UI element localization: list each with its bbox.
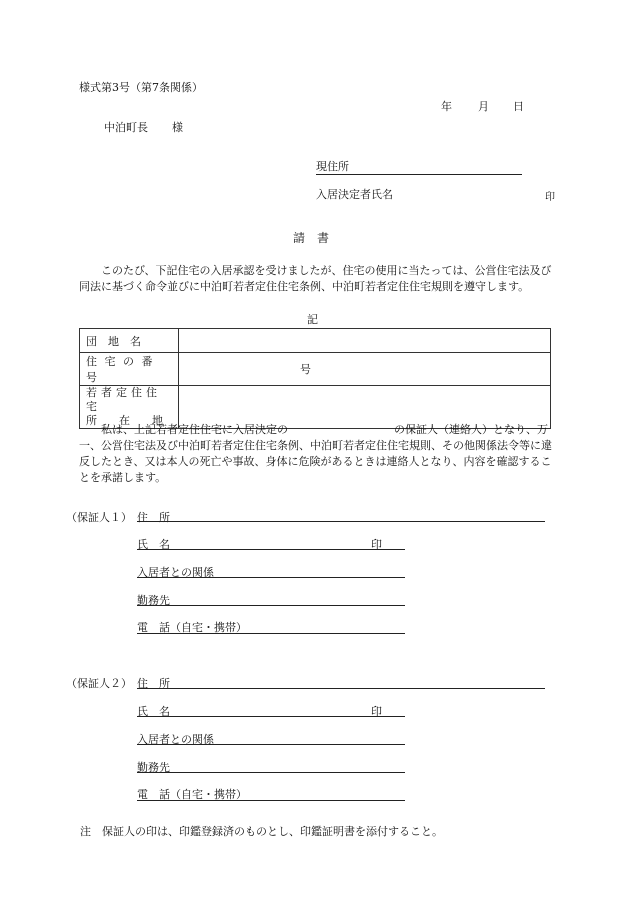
guarantor-paragraph: 私は、上記若者定住住宅に入居決定の の保証人（連絡人）となり、万一、公営住宅法及び中泊町若者定住住宅条例、中泊町若者定住住宅規則、その他関係法令等に違反したとき、又は本人の死亡や事故、身体に危険があるときは連絡人となり、内容を確認することを承諾します。	[79, 423, 552, 484]
guarantor-1-name-line	[137, 549, 405, 550]
guarantor-1-address-line	[137, 521, 545, 522]
house-number-label: 住 宅 の 番 号	[80, 353, 179, 386]
applicant-address-line	[316, 174, 522, 175]
guarantor-2-phone-label: 電 話（自宅・携帯）	[137, 788, 247, 801]
table-row	[80, 353, 551, 386]
date-month-label: 月	[478, 100, 489, 113]
applicant-address-label: 現住所	[316, 160, 349, 173]
guarantor-1-name-label: 氏 名	[137, 538, 170, 551]
guarantor-2-relation-line	[137, 744, 405, 745]
date-year-label: 年	[441, 100, 452, 113]
guarantor-1-address-label: 住 所	[137, 511, 170, 524]
date-day-label: 日	[513, 100, 524, 113]
guarantor-1-label: （保証人１）	[66, 511, 132, 524]
guarantor-2-seal-label: 印	[371, 705, 382, 718]
guarantor-2-name-label: 氏 名	[137, 705, 170, 718]
guarantor-2-phone-line	[137, 800, 405, 801]
house-number-value: 号	[179, 353, 551, 386]
footnote: 注 保証人の印は、印鑑登録済のものとし、印鑑証明書を添付すること。	[80, 825, 443, 838]
guarantor-2-workplace-label: 勤務先	[137, 761, 170, 774]
housing-table	[79, 328, 551, 429]
guarantor-1-workplace-label: 勤務先	[137, 594, 170, 607]
guarantor-1-seal-label: 印	[371, 538, 382, 551]
guarantor-2-workplace-line	[137, 772, 405, 773]
applicant-seal-label: 印	[545, 192, 555, 203]
intro-paragraph: このたび、下記住宅の入居承認を受けましたが、住宅の使用に当たっては、公営住宅法及び同法に基づく命令並びに中泊町若者定住住宅条例、中泊町若者定住住宅規則を遵守します。	[79, 264, 552, 293]
danchi-name-label: 団 地 名	[80, 329, 179, 353]
guarantor-1-phone-label: 電 話（自宅・携帯）	[137, 621, 247, 634]
guarantor-2-address-label: 住 所	[137, 677, 170, 690]
addressee-honorific: 様	[172, 121, 183, 134]
form-number: 様式第3号（第7条関係）	[79, 81, 203, 94]
guarantor-2-address-line	[137, 688, 545, 689]
guarantor-1-relation-label: 入居者との関係	[137, 566, 214, 579]
addressee-name: 中泊町長	[104, 121, 148, 134]
guarantor-1-relation-line	[137, 577, 405, 578]
guarantor-2-label: （保証人２）	[66, 677, 132, 690]
guarantor-2-name-line	[137, 716, 405, 717]
document-title: 請 書	[293, 231, 330, 245]
guarantor-1-workplace-line	[137, 605, 405, 606]
ki-label: 記	[307, 313, 318, 326]
guarantor-1-phone-line	[137, 633, 405, 634]
danchi-name-value	[179, 329, 551, 353]
guarantor-2-relation-label: 入居者との関係	[137, 733, 214, 746]
table-row	[80, 329, 551, 353]
location-label: 若者定住住宅 所 在 地	[80, 386, 179, 429]
applicant-name-label: 入居決定者氏名	[316, 188, 393, 201]
